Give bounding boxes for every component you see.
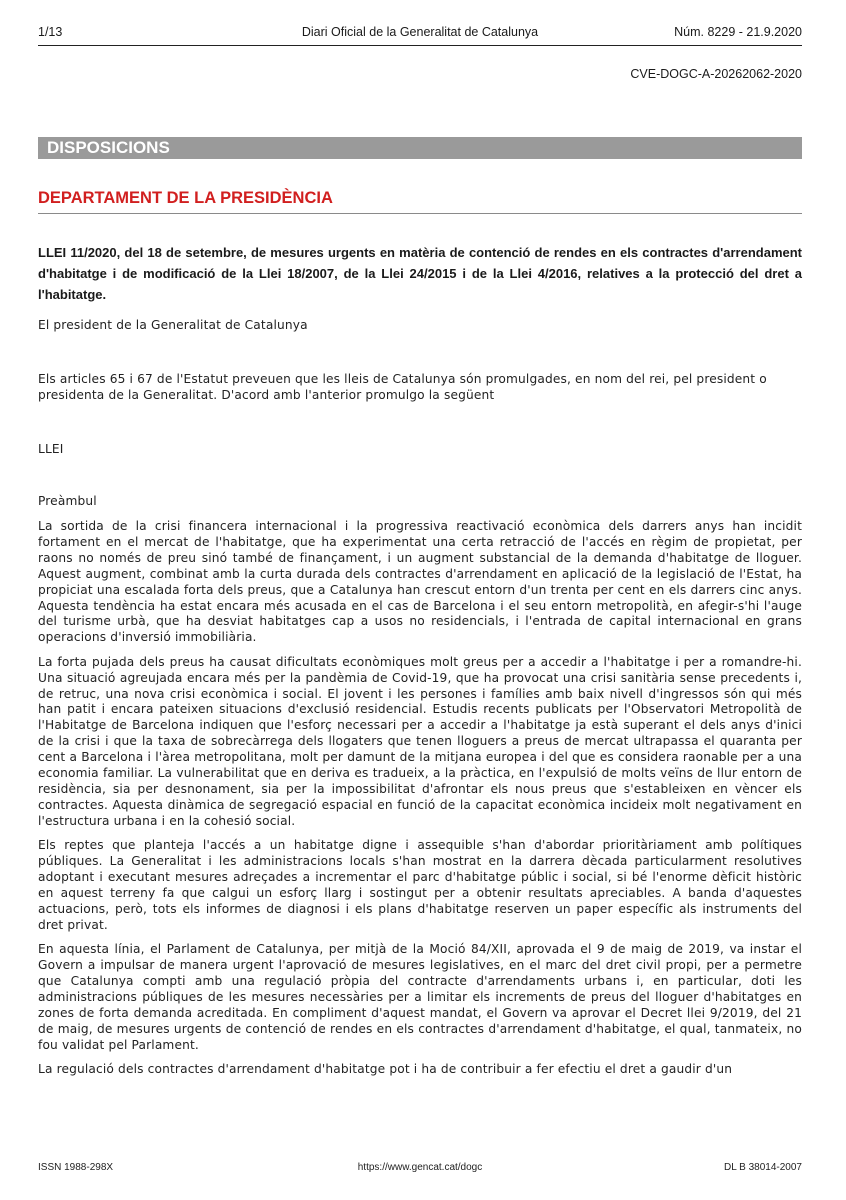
footer-url[interactable]: https://www.gencat.cat/dogc	[357, 1162, 483, 1173]
issn: ISSN 1988-298X	[38, 1162, 114, 1173]
promulgation-paragraph: Els articles 65 i 67 de l'Estatut preveuen que les lleis de Catalunya són promulgades, en nom del rei, pel president o presidenta de la Generalitat. D'acord amb l'anterior promulgo la següent	[38, 372, 767, 402]
paragraph: Els reptes que planteja l'accés a un habitatge digne i assequible s'han d'abordar prioritàriament amb polítiques públiques. La Generalitat i les administracions locals s'han mostrat en la darrera dècada particularment resolutives adoptant i executant mesures adreçades a incrementar el parc d'habitatge públic i social, si bé l'enorme dèficit històric en aquest terreny fa que calgui un esforç llarg i sostingut per a obtenir resultats apreciables. A banda d'aquestes actuacions, però, tots els informes de diagnosi i els plans d'habitatge reserven un paper específic als instruments del dret privat.	[38, 838, 802, 932]
paragraph: La forta pujada dels preus ha causat dificultats econòmiques molt greus per a accedir a l'habitatge i per a romandre-hi. Una situació agreujada encara més per la pandèmia de Covid-19, que ha provocat una crisi sanitària sense precedents i, de retruc, una nova crisi econòmica i social. El jovent i les persones i famílies amb baix nivell d'ingressos són qui més han patit i encara pateixen situacions d'exclusió residencial. Estudis recents publicats per l'Observatori Metropolità de l'Habitatge de Barcelona indiquen que l'esforç necessari per a accedir a l'habitatge ja està superant el dels anys d'inici de la crisi i que la taxa de sobrecàrrega dels llogaters que tenen lloguers a preus de mercat ultrapassa el quaranta per cent a Barcelona i l'àrea metropolitana, molt per damunt de la mitjana europea i del que es considera raonable per a una economia familiar. La vulnerabilitat que en deriva es tradueix, a la pràctica, en l'expulsió de molts veïns de llur entorn de residència, sia per desnonament, sia per la impossibilitat d'afrontar els nous preus que s'estableixen en vèncer els contractes. Aquesta dinàmica de segregació espacial en funció de la capacitat econòmica incideix molt negativament en l'estructura urbana i en la cohesió social.	[38, 654, 802, 828]
law-title: LLEI 11/2020, del 18 de setembre, de mesures urgents en matèria de contenció de rendes en els contractes d'arrendament d'habitatge i de modificació de la Llei 18/2007, de la Llei 24/2015 i de la Llei 4/2016, relatives a la protecció del dret a l'habitatge.	[38, 245, 802, 302]
section-heading: DISPOSICIONS	[38, 137, 802, 159]
law-label: LLEI	[38, 442, 64, 456]
page-header	[38, 23, 802, 46]
paragraph: En aquesta línia, el Parlament de Catalunya, per mitjà de la Moció 84/XII, aprovada el 9 de maig de 2019, va instar el Govern a impulsar de manera urgent l'aprovació de mesures legislatives, en el marc del dret civil propi, per a permetre que Catalunya compti amb una regulació pròpia del contracte d'arrendaments urbans i, en particular, doti les administracions públiques de les mesures necessàries per a limitar els increments de preus del lloguer d'habitatges en zones de forta demanda acreditada. En compliment d'aquest mandat, el Govern va aprovar el Decret llei 9/2019, del 21 de maig, de mesures urgents de contenció de rendes en els contractes d'arrendament d'habitatge, el qual, tanmateix, no fou validat pel Parlament.	[38, 942, 802, 1052]
president-line: El president de la Generalitat de Catalunya	[38, 318, 308, 332]
page-number: 1/13	[38, 25, 63, 39]
paragraph: La sortida de la crisi financera internacional i la progressiva reactivació econòmica dels darrers anys han incidit fortament en el mercat de l'habitatge, que ha experimentat una certa retracció de l'accés en règim de propietat, per raons no només de preu sinó també de finançament, i un augment substancial de la demanda d'habitatge de lloguer. Aquest augment, combinat amb la curta durada dels contractes d'arrendament en aplicació de la legislació de l'Estat, ha propiciat una escalada forta dels preus, que a Catalunya han crescut entorn d'un trenta per cent en els darrers cinc anys. Aquesta tendència ha estat encara més acusada en el cas de Barcelona i el seu entorn metropolità, en afegir-s'hi l'auge del turisme urbà, que ha desviat habitatges cap a usos no residencials, i l'entrada de capital internacional en grans operacions d'inversió immobiliària.	[38, 519, 802, 645]
legal-deposit: DL B 38014-2007	[723, 1162, 802, 1173]
preamble-heading: Preàmbul	[38, 494, 97, 508]
department-heading: DEPARTAMENT DE LA PRESIDÈNCIA	[38, 189, 802, 214]
cve-code: CVE-DOGC-A-20262062-2020	[630, 67, 802, 81]
publication-title: Diari Oficial de la Generalitat de Catalunya	[301, 25, 539, 39]
preamble-body	[38, 519, 802, 1086]
paragraph: La regulació dels contractes d'arrendament d'habitatge pot i ha de contribuir a fer efectiu el dret a gaudir d'un	[38, 1062, 733, 1076]
issue-number: Núm. 8229 - 21.9.2020	[674, 25, 802, 39]
